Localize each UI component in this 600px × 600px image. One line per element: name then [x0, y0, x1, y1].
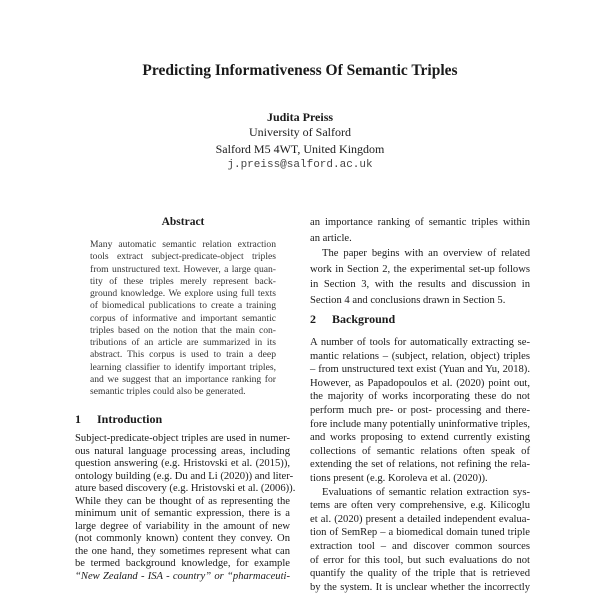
- text-line: extraction tool – and discover common sources: [310, 540, 530, 552]
- paper-title: Predicting Informativeness Of Semantic Triples: [142, 62, 458, 79]
- section-heading-background: [310, 312, 395, 327]
- text-line: work in Section 2, the experimental set-up follows: [310, 263, 530, 275]
- text-line: minimum unit of semantic expression, there is a: [75, 508, 290, 519]
- author-address: Salford M5 4WT, United Kingdom: [215, 142, 385, 156]
- text-line: ground knowledge. We explore using full texts: [90, 288, 276, 299]
- author-affiliation: University of Salford: [249, 125, 351, 139]
- section-number: 2: [310, 312, 316, 326]
- text-line: the majority of works incorporating these do not: [310, 391, 530, 403]
- text-line: be termed background knowledge, for example: [75, 558, 290, 569]
- text-line: Many automatic semantic relation extraction: [90, 239, 276, 250]
- text-line: the one hand, they sometimes represent what can: [75, 545, 290, 557]
- section-number: 1: [75, 412, 81, 426]
- text-line: tools extract subject-predicate-object triples: [90, 251, 276, 263]
- text-line: an importance ranking of semantic triples within: [310, 217, 530, 228]
- abstract-body: [90, 239, 276, 398]
- text-line: and works proposing to extend currently existing: [310, 432, 530, 444]
- text-line: by the system. It is unclear whether the incorrectly: [310, 581, 530, 593]
- section-title: Background: [332, 312, 396, 326]
- text-line: “New Zealand - ISA - country” or “pharmaceuti-: [75, 570, 290, 582]
- section-title: Introduction: [97, 412, 163, 426]
- text-line: corpus of informative and important semantic: [90, 312, 276, 324]
- text-line: collections of semantic relations often speak of: [310, 445, 530, 457]
- text-line: in Section 3, with the results and discussion in: [310, 279, 530, 290]
- text-line: Section 4 and conclusions drawn in Section 5.: [310, 294, 506, 306]
- text-line: extending the set of relations, not refining the rela-: [310, 459, 530, 471]
- text-line: et al. (2020) present a detailed independent evalua-: [310, 513, 530, 525]
- text-line: mantic relations – (subject, relation, object) triples: [310, 350, 530, 362]
- text-line: learning classifier to identify important triples,: [90, 361, 276, 373]
- text-line: quantify the quality of the triple that is retrieved: [310, 568, 530, 580]
- text-line: question answering (e.g. Hristovski et al. (2015)),: [75, 458, 290, 469]
- text-line: and we suggest that an importance ranking for: [90, 373, 276, 385]
- introduction-continued: [310, 215, 530, 308]
- introduction-body: [75, 433, 296, 583]
- text-line: an article.: [310, 232, 352, 244]
- text-line: The paper begins with an overview of related: [322, 248, 530, 259]
- text-line: ous natural language processing areas, including: [75, 445, 290, 457]
- text-line: – from unstructured text exist (Yuan and Yu, 2018).: [310, 364, 530, 376]
- text-line: tems are often very comprehensive, e.g. Kilicoglu: [310, 500, 530, 512]
- author-name: Judita Preiss: [266, 110, 334, 124]
- text-line: abstract. This corpus is used to train a deep: [90, 349, 276, 361]
- text-line: (not commonly known) content they convey. On: [75, 533, 290, 544]
- text-line: tions present (e.g. Koroleva et al. (2020)).: [310, 472, 488, 484]
- text-line: of biomedical publications to create a training: [90, 300, 276, 312]
- text-line: large degree of variability in the amount of new: [75, 520, 290, 532]
- text-line: While they can be thought of as representing the: [75, 495, 290, 507]
- text-line: Evaluations of semantic relation extraction sys-: [322, 486, 530, 498]
- author-email[interactable]: j.preiss@salford.ac.uk: [227, 159, 373, 171]
- text-line: A number of tools for automatically extracting se-: [310, 337, 530, 348]
- abstract-heading: Abstract: [161, 216, 205, 228]
- text-line: semantic triples could also be generated.: [90, 386, 246, 397]
- text-line: fore include many potentially uninformative triples,: [310, 418, 530, 430]
- section-heading-introduction: [75, 412, 162, 427]
- text-line: tion of SemRep – a biomedical domain tuned triple: [310, 527, 530, 539]
- text-line: ature based discovery (e.g. Hristovski et al. (2006)).: [75, 483, 296, 494]
- background-body: [310, 336, 530, 594]
- text-line: However, as Papadopoulos et al. (2020) point out,: [310, 377, 530, 389]
- text-line: perform much pre- or post- processing and there-: [310, 404, 530, 416]
- text-line: Subject-predicate-object triples are used in numer-: [75, 433, 290, 444]
- text-line: from unstructured text. However, a large quan-: [90, 263, 276, 275]
- text-line: ontology building (e.g. Du and Li (2020)) and liter-: [75, 470, 294, 482]
- text-line: triples based on the notion that the main con-: [90, 324, 276, 336]
- text-line: tributions of an article are summarized in its: [90, 337, 276, 348]
- text-line: of error for this tool, but such evaluations do not: [310, 554, 530, 566]
- text-line: tity of these triples merely represent back-: [90, 275, 276, 287]
